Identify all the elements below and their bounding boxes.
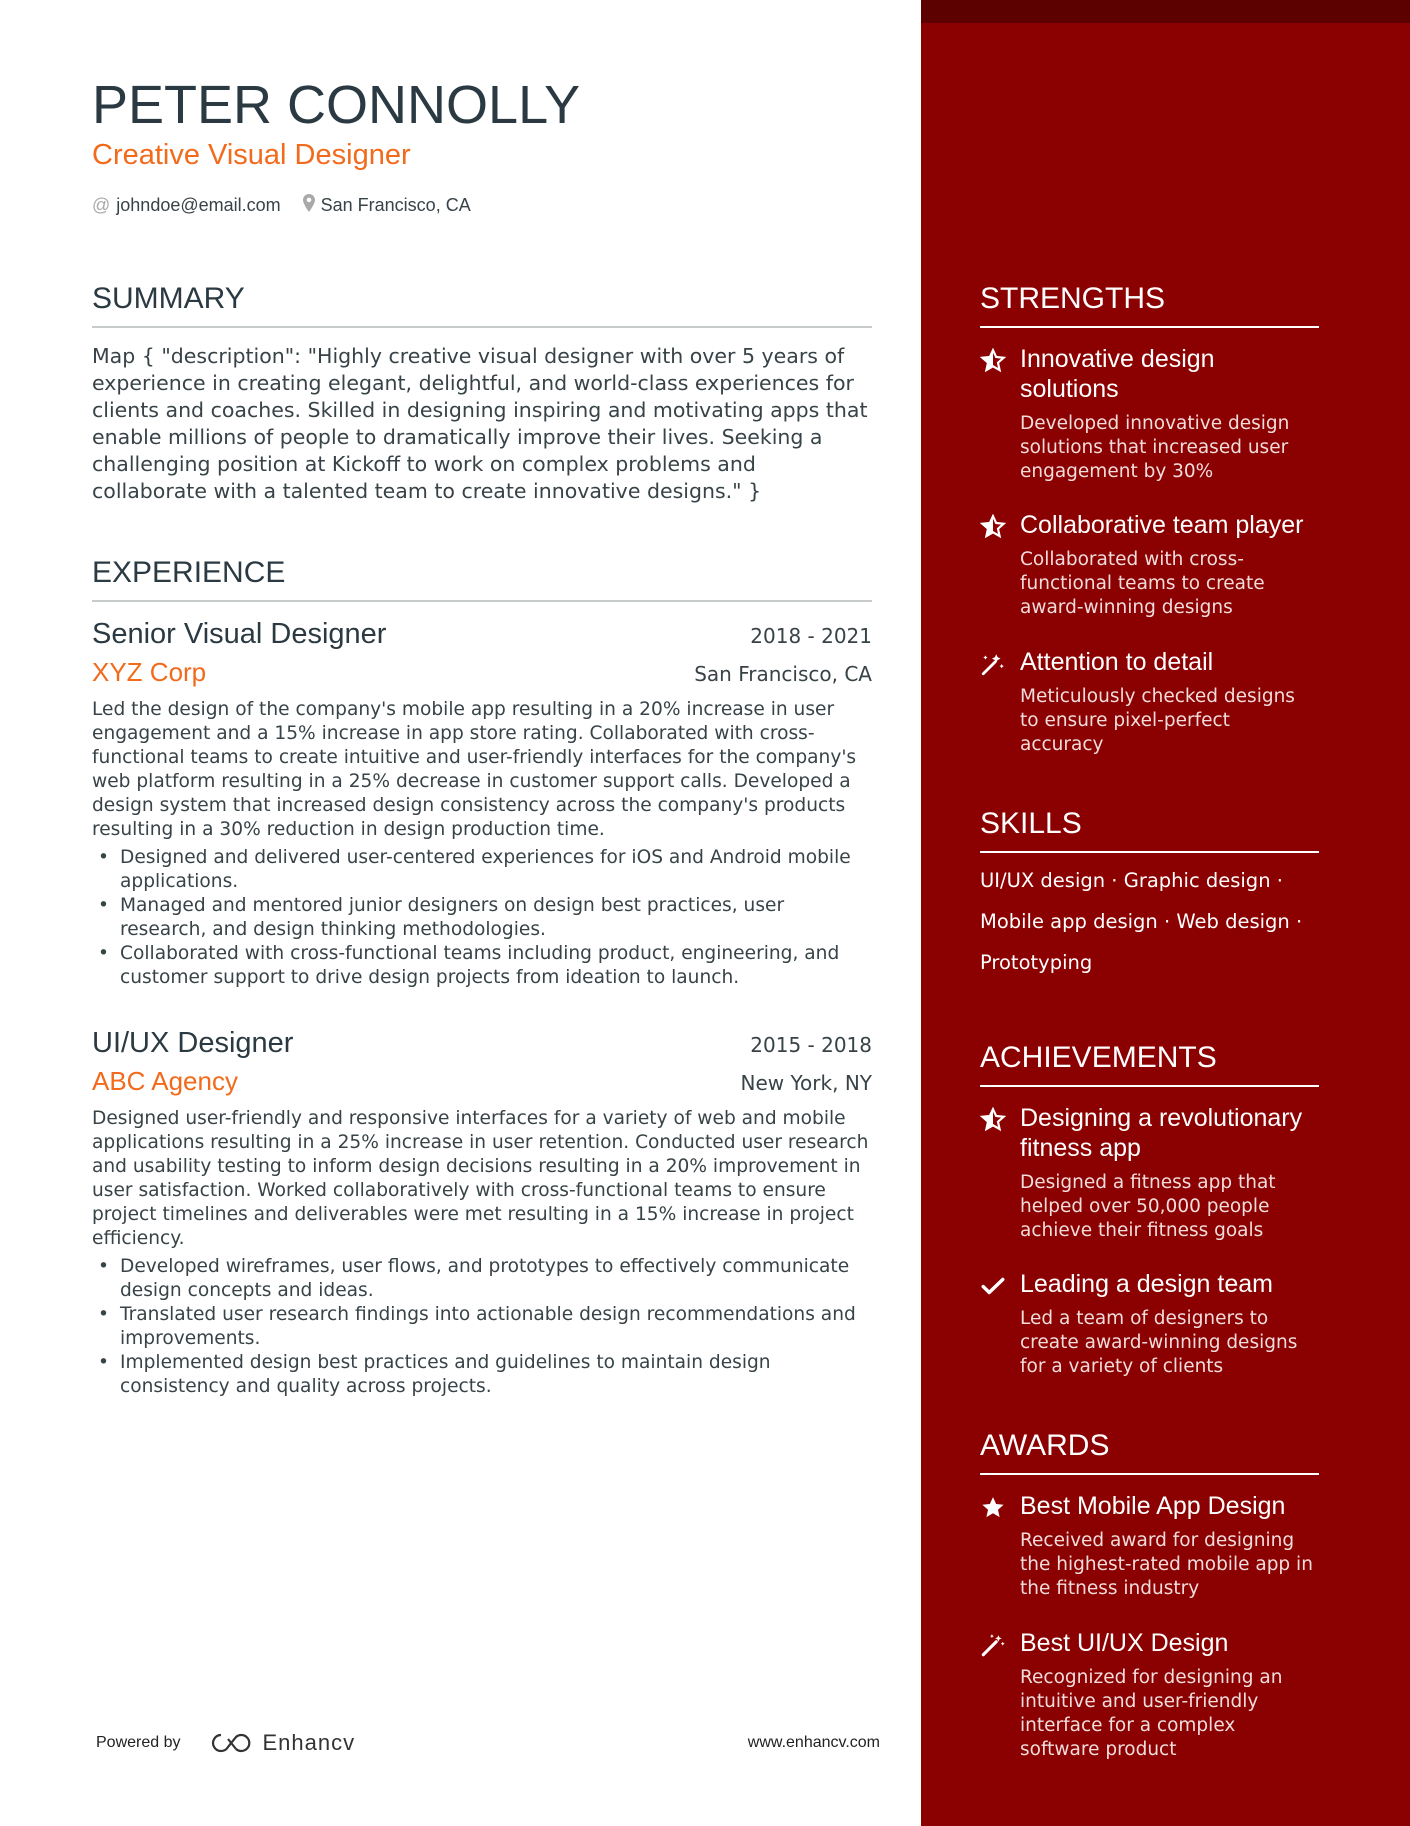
job-dates: 2018 - 2021 — [750, 624, 872, 648]
summary-heading: SUMMARY — [92, 282, 872, 328]
achievements-heading: ACHIEVEMENTS — [980, 1041, 1319, 1087]
summary-text: Map { "description": "Highly creative visual designer with over 5 years of experience in creating elegant, delightful, and world-class experiences for clients and coaches. Skilled in designing inspiring and motivating apps that enable millions of people to dramatically improve their lives. Seeking a challenging position at Kickoff to work on complex problems and collaborate with a talented team to create innovative designs." } — [92, 344, 868, 503]
strength-item — [980, 510, 1319, 620]
achievement-item — [980, 1269, 1319, 1379]
location-pin-icon — [303, 194, 315, 217]
achievement-title: Leading a design team — [1020, 1270, 1273, 1298]
achievement-title: Designing a revolutionary fitness app — [1020, 1104, 1303, 1162]
candidate-title: Creative Visual Designer — [92, 139, 411, 171]
award-title: Best Mobile App Design — [1020, 1492, 1286, 1520]
job-location: San Francisco, CA — [694, 662, 872, 686]
strength-title: Attention to detail — [1020, 648, 1214, 676]
awards-heading: AWARDS — [980, 1429, 1319, 1475]
job-bullet: • Designed and delivered user-centered experiences for iOS and Android mobile applications. — [92, 846, 872, 894]
magic-wand-icon — [980, 1632, 1006, 1658]
strength-description: Collaborated with cross-functional teams to create award-winning designs — [1020, 549, 1265, 618]
powered-by-text: Powered by — [96, 1734, 181, 1751]
strength-description: Developed innovative design solutions that increased user engagement by 30% — [1020, 413, 1290, 482]
checkmark-icon — [980, 1273, 1006, 1299]
star-half-icon — [980, 1107, 1006, 1133]
job-location: New York, NY — [740, 1071, 872, 1095]
contact-location — [303, 194, 471, 217]
enhancv-logo-icon — [209, 1731, 255, 1755]
strength-item — [980, 344, 1319, 484]
job-entry — [92, 1027, 872, 1399]
star-half-icon — [980, 514, 1006, 540]
job-entry — [92, 618, 872, 990]
footer-url[interactable]: www.enhancv.com — [747, 1734, 880, 1751]
job-description: Led the design of the company's mobile app resulting in a 20% increase in user engagement and a 15% increase in app store rating. Collaborated with cross-functional teams to create intuitive and user-friendly interfaces for the company's web platform resulting in a 25% decrease in customer support calls. Developed a design system that increased design consistency across the company's products resulting in a 30% reduction in design production time. — [92, 699, 857, 840]
strength-title: Innovative design solutions — [1020, 345, 1215, 403]
skills-list: UI/UX design · Graphic design · Mobile app design · Web design · Prototyping — [980, 869, 1303, 974]
job-dates: 2015 - 2018 — [750, 1033, 872, 1057]
achievement-item — [980, 1103, 1319, 1243]
job-description: Designed user-friendly and responsive interfaces for a variety of web and mobile applications resulting in a 25% increase in user retention. Conducted user research and usability testing to inform design decisions resulting in a 20% improvement in user satisfaction. Worked collaboratively with cross-functional teams to ensure project timelines and deliverables were met resulting in a 15% increase in project efficiency. — [92, 1108, 869, 1249]
star-half-icon — [980, 348, 1006, 374]
job-title: UI/UX Designer — [92, 1027, 294, 1059]
job-title: Senior Visual Designer — [92, 618, 387, 650]
candidate-name: PETER CONNOLLY — [92, 75, 581, 135]
job-bullet: • Implemented design best practices and guidelines to maintain design consistency and quality across projects. — [92, 1351, 872, 1399]
sidebar-top-bar — [921, 0, 1410, 23]
award-item — [980, 1628, 1319, 1762]
strengths-heading: STRENGTHS — [980, 282, 1319, 328]
job-company: XYZ Corp — [92, 657, 207, 687]
job-bullets — [92, 1255, 872, 1399]
award-title: Best UI/UX Design — [1020, 1629, 1229, 1657]
job-bullet: • Developed wireframes, user flows, and prototypes to effectively communicate design concepts and ideas. — [92, 1255, 872, 1303]
award-item — [980, 1491, 1319, 1601]
experience-heading: EXPERIENCE — [92, 556, 872, 602]
achievement-description: Designed a fitness app that helped over 50,000 people achieve their fitness goals — [1020, 1172, 1276, 1241]
at-sign-icon: @ — [92, 195, 111, 215]
strength-item — [980, 647, 1319, 757]
contact-email[interactable] — [92, 195, 281, 216]
contact-info — [92, 194, 471, 217]
job-company: ABC Agency — [92, 1066, 238, 1096]
strength-title: Collaborative team player — [1020, 511, 1304, 539]
footer — [96, 1730, 880, 1756]
job-bullet: • Managed and mentored junior designers on design best practices, user research, and design thinking methodologies. — [92, 894, 872, 942]
strength-description: Meticulously checked designs to ensure pixel-perfect accuracy — [1020, 686, 1295, 755]
skills-heading: SKILLS — [980, 807, 1319, 853]
job-bullet: • Translated user research findings into actionable design recommendations and improvements. — [92, 1303, 872, 1351]
location-text: San Francisco, CA — [320, 195, 471, 215]
job-bullet: • Collaborated with cross-functional teams including product, engineering, and customer support to drive design projects from ideation to launch. — [92, 942, 872, 990]
job-bullets — [92, 846, 872, 990]
enhancv-brand-text: Enhancv — [262, 1730, 356, 1755]
magic-arrow-icon — [980, 651, 1006, 677]
email-text: johndoe@email.com — [116, 195, 281, 215]
enhancv-logo[interactable] — [209, 1730, 356, 1756]
achievement-description: Led a team of designers to create award-winning designs for a variety of clients — [1020, 1308, 1298, 1377]
award-description: Recognized for designing an intuitive and user-friendly interface for a complex software product — [1020, 1667, 1283, 1760]
star-icon — [980, 1495, 1006, 1521]
award-description: Received award for designing the highest-rated mobile app in the fitness industry — [1020, 1530, 1313, 1599]
